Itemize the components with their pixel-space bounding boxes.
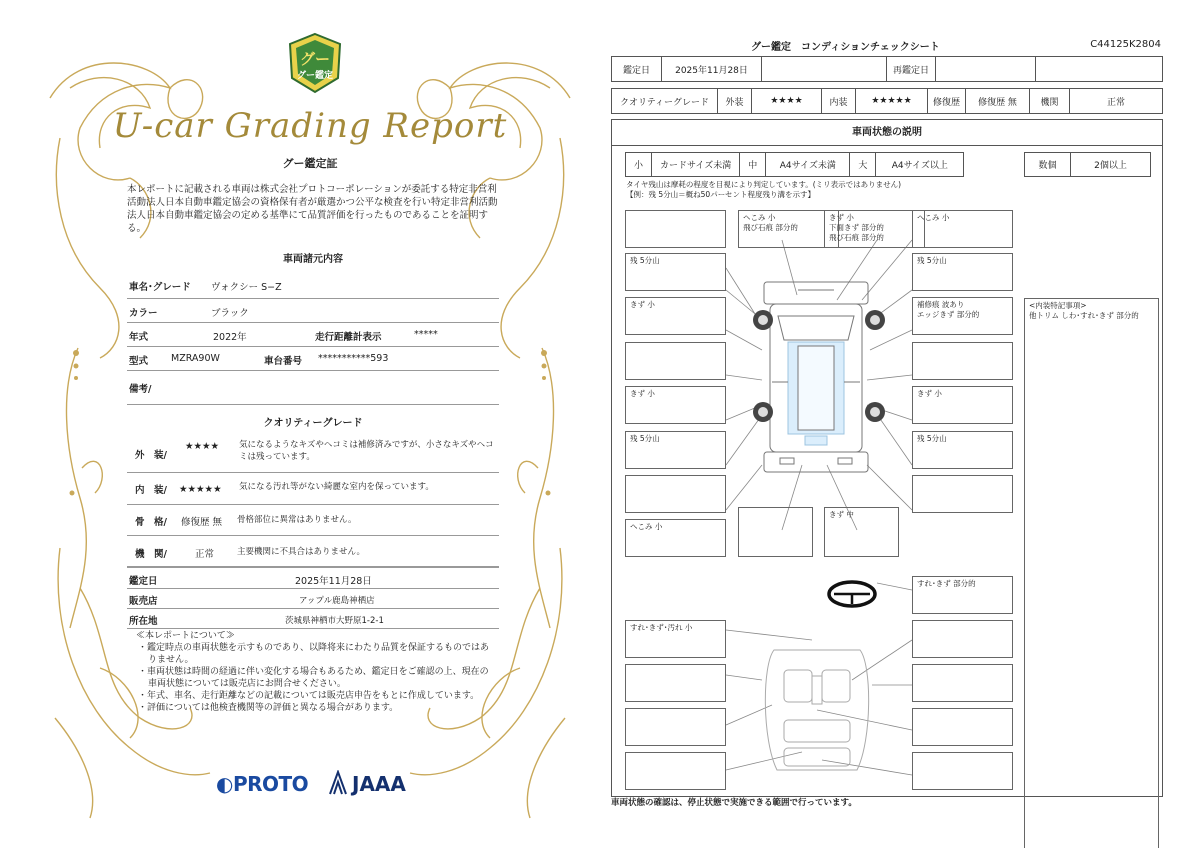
engine-label: 機関 [1030, 89, 1070, 114]
proto-mark-icon: ◐ [216, 772, 233, 796]
reappraisal-value [936, 57, 1036, 82]
grade-label: クオリティーグレード [612, 89, 718, 114]
goo-appraisal-badge-icon [286, 32, 344, 94]
empty-cell [1036, 57, 1163, 82]
note-box-left-rear-quarter [625, 475, 726, 513]
spec-row-model [127, 347, 499, 371]
quality-row-exterior [127, 433, 499, 473]
engine-value: 正常 [1070, 89, 1163, 114]
frame-desc: 骨格部位に異常はありません。 [237, 515, 357, 525]
dealer-row [127, 589, 499, 609]
dealer-value: アップル鹿島神栖店 [299, 596, 375, 606]
name-value: ヴォクシー S−Z [211, 282, 282, 293]
repair-label: 修復歴 [928, 89, 966, 114]
note-box-right-rear-door: きず 小 [912, 386, 1013, 424]
grade-table [611, 88, 1163, 114]
sheet-code: C44125K2804 [1090, 39, 1161, 50]
vehicle-state-panel [611, 119, 1163, 797]
note-box-left-rear-door: きず 小 [625, 386, 726, 424]
spec-section-title: 車両諸元内容 [283, 254, 343, 265]
chassis-label: 車台番号 [264, 356, 303, 367]
frame-label: 骨 格/ [135, 517, 167, 528]
count-label: 数個 [1025, 153, 1071, 177]
note-box-tire-rear-left: 残 5分山 [625, 431, 726, 469]
note-box-front-left [625, 210, 726, 248]
size-small-desc: カードサイズ未満 [652, 153, 740, 177]
note-box-right-front-door: 補修痕 波あり エッジきず 部分的 [912, 297, 1013, 335]
exterior-value: ★★★★ [752, 89, 822, 114]
mileage-label: 走行距離計表示 [315, 332, 382, 343]
empty-cell [762, 57, 887, 82]
quality-row-interior [127, 473, 499, 505]
spec-row-remarks [127, 371, 499, 405]
notes-title: ≪本レポートについて≫ [136, 631, 235, 641]
report-notes [136, 630, 496, 714]
note-box-right-mid [912, 342, 1013, 380]
quality-row-frame [127, 505, 499, 536]
engine-value: 正常 [195, 549, 215, 560]
jaaa-logo-text: JAAA [352, 772, 406, 796]
count-value: 2個以上 [1071, 153, 1151, 177]
model-label: 型式 [129, 356, 149, 367]
note-item: ・評価については他検査機関等の評価と異なる場合があります。 [138, 703, 399, 713]
year-label: 年式 [129, 332, 149, 343]
note-item: ・年式、車名、走行距離などの記載については販売店申告をもとに作成しています。 [138, 691, 480, 701]
proto-logo-text: PROTO [232, 772, 309, 796]
spec-row-year [127, 323, 499, 347]
spec-row-name [127, 272, 499, 299]
color-value: ブラック [211, 308, 249, 319]
note-box-steering: すれ･きず 部分的 [912, 576, 1013, 614]
report-script-title: U-car Grading Report [112, 106, 508, 146]
exterior-label: 外 装/ [135, 450, 167, 461]
address-label: 所在地 [129, 616, 158, 627]
grading-certificate [40, 28, 580, 828]
note-box-seat-left-3 [625, 708, 726, 746]
exterior-desc: 気になるようなキズやヘコミは補修済みですが、小さなキズやヘコミは残っています。 [239, 440, 494, 462]
proto-logo [216, 772, 308, 796]
repair-value: 修復歴 無 [966, 89, 1030, 114]
appraisal-date-row [127, 567, 499, 589]
appraisal-date-label: 鑑定日 [129, 576, 158, 587]
engine-desc: 主要機関に不具合はありません。 [237, 547, 366, 557]
note-item: ・車両状態は時間の経過に伴い変化する場合もあるため、鑑定日をご確認の上、現在の車両状態については販売店にお問合せください。 [138, 667, 489, 689]
dealer-label: 販売店 [129, 596, 158, 607]
note-box-seat-left-2 [625, 664, 726, 702]
note-box-tire-rear-right: 残 5分山 [912, 431, 1013, 469]
reappraisal-label: 再鑑定日 [887, 57, 936, 82]
svg-text:グー鑑定: グー鑑定 [296, 71, 334, 81]
exterior-label: 外装 [718, 89, 752, 114]
chassis-value: ***********593 [318, 353, 389, 364]
interior-notes-text: 他トリム しわ･すれ･きず 部分的 [1029, 311, 1139, 320]
model-value: MZRA90W [171, 353, 220, 364]
note-box-rear-left: へこみ 小 [625, 519, 726, 557]
certificate-heading: グー鑑定証 [282, 157, 338, 170]
frame-value: 修復歴 無 [181, 517, 223, 528]
note-box-seat-front-left: すれ･きず･汚れ 小 [625, 620, 726, 658]
date-label: 鑑定日 [612, 57, 662, 82]
jaaa-mark-icon [328, 770, 348, 796]
spec-row-color [127, 299, 499, 323]
quality-section-title: クオリティーグレード [263, 418, 363, 429]
tire-note-line: タイヤ残山は摩耗の程度を目視により判定しています。(ミリ表示ではありません) [626, 180, 902, 189]
condition-check-sheet [611, 30, 1163, 820]
tire-note-line: 【例：残 5分山＝概ね50パーセント程度残り溝を示す】 [626, 190, 816, 199]
note-box-rear-center-right: きず 中 [824, 507, 899, 557]
date-table [611, 56, 1163, 82]
state-title: 車両状態の説明 [612, 120, 1162, 146]
size-large: 大 [850, 153, 876, 177]
note-box-seat-front-right [912, 620, 1013, 658]
name-label: 車名･グレード [129, 282, 191, 293]
note-box-tire-front-right: 残 5分山 [912, 253, 1013, 291]
interior-value: ★★★★★ [856, 89, 928, 114]
size-small: 小 [626, 153, 652, 177]
note-box-front-center-left: ヘこみ 小 飛び石痕 部分的 [738, 210, 839, 248]
interior-label: 内 装/ [135, 485, 167, 496]
note-box-left-mid [625, 342, 726, 380]
svg-text:グー: グー [299, 50, 331, 68]
note-box-seat-right-2 [912, 664, 1013, 702]
quality-row-engine [127, 536, 499, 567]
note-box-tire-front-left: 残 5分山 [625, 253, 726, 291]
exterior-stars: ★★★★ [185, 441, 220, 452]
size-medium-desc: A4サイズ未満 [766, 153, 850, 177]
note-box-rear-center-left [738, 507, 813, 557]
interior-stars: ★★★★★ [179, 484, 222, 495]
engine-label: 機 関/ [135, 549, 167, 560]
appraisal-date-value: 2025年11月28日 [295, 576, 372, 587]
note-box-seat-right-3 [912, 708, 1013, 746]
interior-notes-title: <内装特記事項> [1029, 301, 1087, 310]
note-box-seat-right-4 [912, 752, 1013, 790]
note-box-front-right: へこみ 小 [912, 210, 1013, 248]
color-label: カラー [129, 308, 158, 319]
note-box-right-rear-quarter [912, 475, 1013, 513]
address-value: 茨城県神栖市大野原1-2-1 [285, 616, 384, 626]
mileage-value: ***** [414, 329, 438, 340]
size-large-desc: A4サイズ以上 [876, 153, 964, 177]
note-box-front-center-right: きず 小 下面きず 部分的 飛び石痕 部分的 [824, 210, 925, 248]
note-item: ・鑑定時点の車両状態を示すものであり、以降将来にわたり品質を保証するものではありません。 [138, 643, 490, 665]
note-box-seat-left-4 [625, 752, 726, 790]
interior-label: 内装 [822, 89, 856, 114]
size-medium: 中 [740, 153, 766, 177]
certificate-intro: 本レポートに記載される車両は株式会社プロトコーポレーションが委託する特定非営利活動法人日本自動車鑑定協会の資格保有者が厳選かつ公平な検査を行い特定非営利活動法人日本自動車鑑定協会の定める基準にて品質評価を行ったものであることを証明する。 [127, 184, 498, 234]
address-row [127, 609, 499, 629]
remarks-label: 備考/ [129, 384, 152, 395]
date-value: 2025年11月28日 [662, 57, 762, 82]
year-value: 2022年 [213, 332, 247, 343]
sheet-footer: 車両状態の確認は、停止状態で実施できる範囲で行っています。 [611, 798, 857, 808]
interior-desc: 気になる汚れ等がない綺麗な室内を保っています。 [239, 482, 434, 492]
note-box-left-front-door: きず 小 [625, 297, 726, 335]
interior-notes-box [1024, 298, 1159, 848]
sheet-title: グー鑑定 コンディションチェックシート [751, 42, 940, 53]
